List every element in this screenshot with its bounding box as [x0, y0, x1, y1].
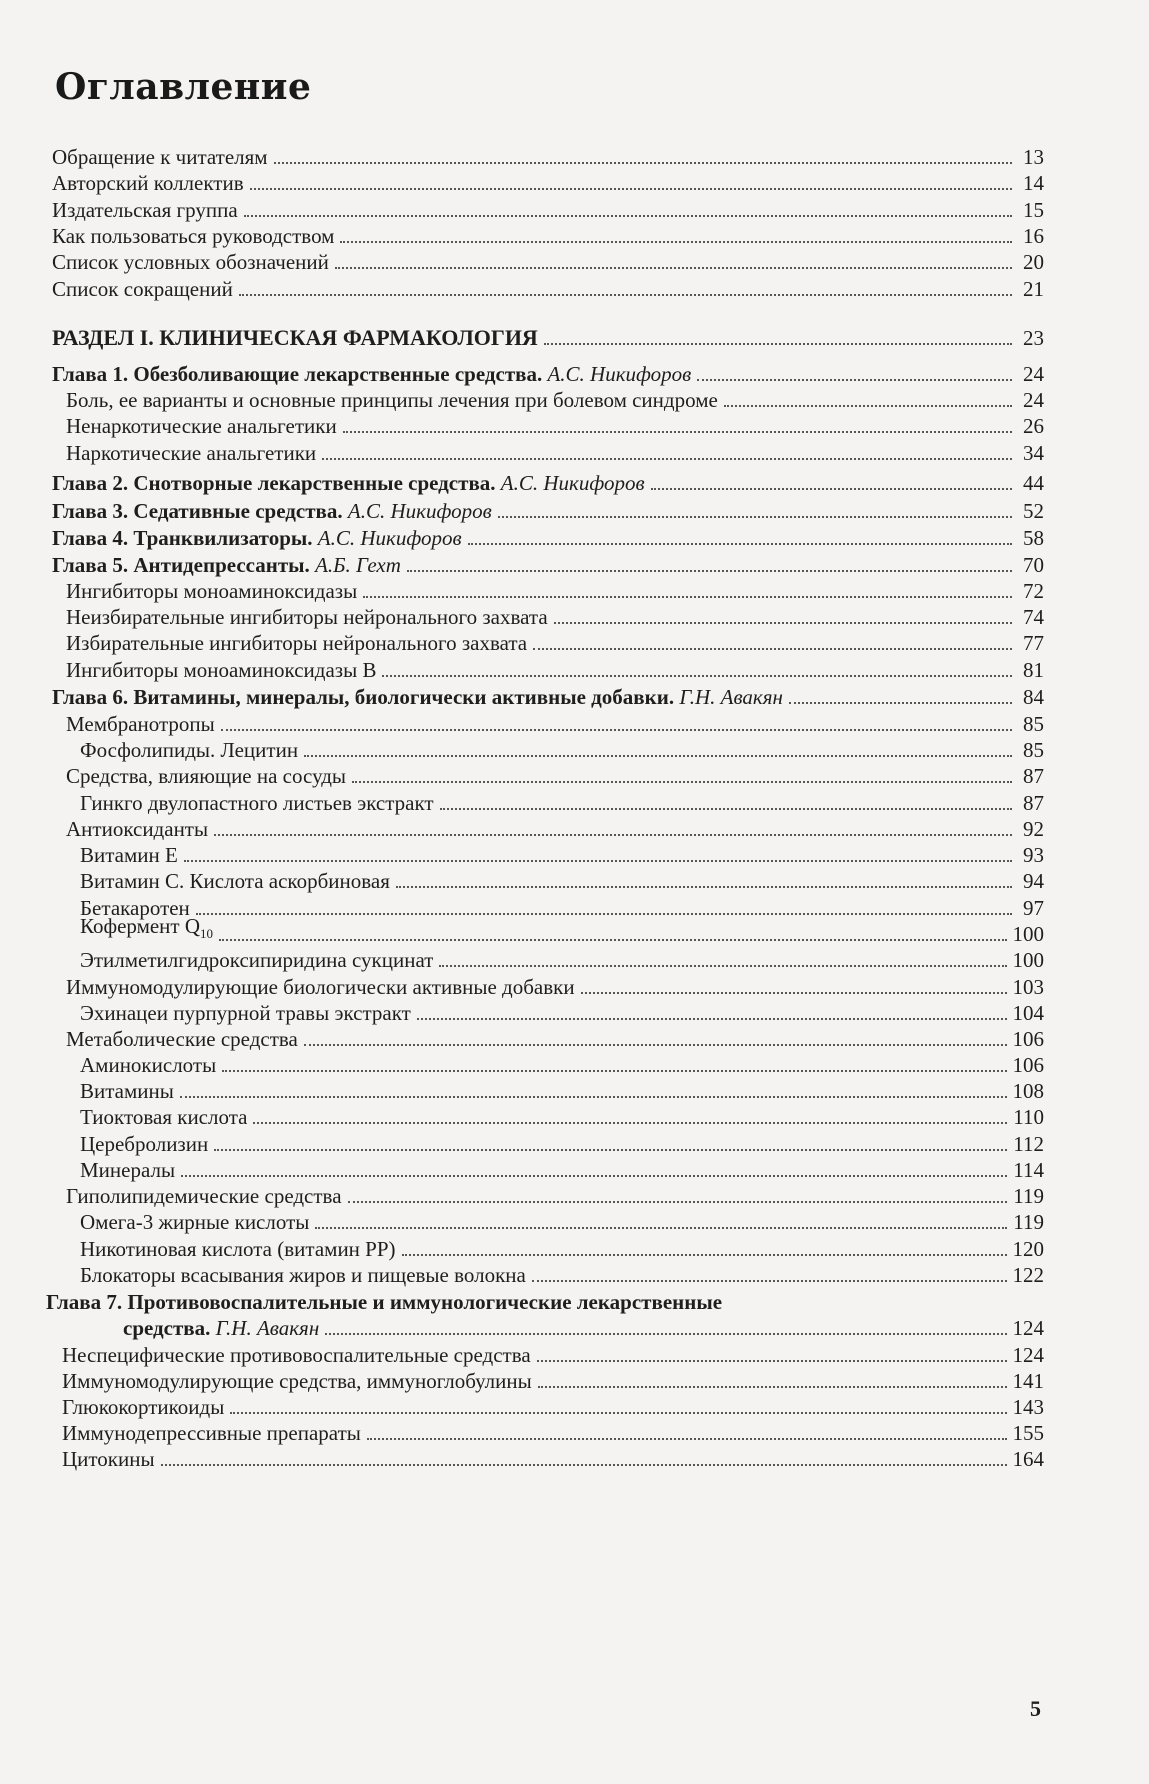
toc-entry: [66, 653, 1044, 683]
toc-entry-page: 72: [1023, 579, 1044, 603]
toc-entry-page: 164: [1012, 1447, 1044, 1471]
toc-entry-text: Церебролизин: [80, 1132, 209, 1156]
toc-leader-dots: [181, 1175, 1007, 1177]
toc-entry-text: Аминокислоты: [80, 1053, 217, 1077]
toc-entry-page: 143: [1012, 1395, 1044, 1419]
toc-entry-text: Издательская группа: [52, 198, 238, 222]
toc-entry-text: Обращение к читателям: [52, 145, 268, 169]
toc-entry-text: Фосфолипиды. Лецитин: [80, 738, 299, 762]
toc-entry-title: [52, 276, 233, 302]
toc-entry-text: Боль, ее варианты и основные принципы лечения при болевом синдроме: [66, 388, 718, 412]
toc-entry-text: Список сокращений: [52, 277, 233, 301]
toc-leader-dots: [367, 1438, 1007, 1440]
toc-entry: [80, 864, 1044, 894]
toc-entry-text: Гиполипидемические средства: [66, 1184, 342, 1208]
toc-entry-text: Эхинацеи пурпурной травы экстракт: [80, 1001, 411, 1025]
toc-entry-page: 94: [1023, 869, 1044, 893]
toc-entry: [52, 521, 1044, 551]
toc-entry-page: 21: [1023, 277, 1044, 301]
toc-entry-text: Глава 2. Снотворные лекарственные средства.: [52, 471, 496, 495]
toc-entry-text: Кофермент Q: [80, 913, 201, 938]
toc-entry-page: 92: [1023, 817, 1044, 841]
toc-entry-text: Гинкго двулопастного листьев экстракт: [80, 791, 434, 815]
toc-leader-dots: [250, 188, 1012, 190]
toc-entry-page: 108: [1012, 1079, 1044, 1103]
toc-leader-dots: [352, 781, 1012, 783]
toc-entry-text: Ненаркотические анальгетики: [66, 414, 337, 438]
toc-entry-text: Глава 1. Обезболивающие лекарственные средства.: [52, 362, 543, 386]
toc-entry-page: 52: [1023, 499, 1044, 523]
toc-entry: [52, 245, 1044, 275]
toc-entry-text: Глава 7. Противовоспалительные и иммунологические лекарственные: [46, 1290, 723, 1314]
toc-leader-dots: [161, 1464, 1007, 1466]
toc-leader-dots: [340, 241, 1012, 243]
toc-entry-author: А.С. Никифоров: [500, 471, 645, 495]
toc-entry: [52, 680, 1044, 710]
toc-leader-dots: [325, 1333, 1006, 1335]
toc-entry-title: [52, 325, 538, 351]
toc-entry-page: 87: [1023, 764, 1044, 788]
toc-entry: [80, 1258, 1044, 1288]
toc-entry-text: Витамин С. Кислота аскорбиновая: [80, 869, 390, 893]
toc-leader-dots: [407, 570, 1012, 572]
toc-entry-author: А.С. Никифоров: [347, 499, 492, 523]
toc-entry-page: 93: [1023, 843, 1044, 867]
toc-entry-text: Блокаторы всасывания жиров и пищевые волокна: [80, 1263, 526, 1287]
toc-entry-page: 14: [1023, 171, 1044, 195]
toc-entry: [66, 626, 1044, 656]
toc-entry-page: 124: [1012, 1343, 1044, 1367]
toc-leader-dots: [335, 267, 1012, 269]
toc-entry-text: Метаболические средства: [66, 1027, 298, 1051]
toc-entry-page: 23: [1023, 326, 1044, 350]
toc-entry-text: Глава 5. Антидепрессанты.: [52, 553, 310, 577]
toc-entry: [62, 1442, 1044, 1472]
toc-entry-page: 110: [1013, 1105, 1044, 1129]
toc-leader-dots: [533, 648, 1012, 650]
toc-entry-author: Г.Н. Авакян: [215, 1316, 320, 1340]
toc-entry: [52, 166, 1044, 196]
toc-entry-page: 100: [1012, 948, 1044, 972]
toc-entry: [52, 466, 1044, 496]
toc-leader-dots: [532, 1280, 1007, 1282]
toc-entry-page: 100: [1012, 922, 1044, 946]
toc-leader-dots: [363, 596, 1012, 598]
toc-entry-text: Глюкокортикоиды: [62, 1395, 225, 1419]
toc-leader-dots: [498, 516, 1012, 518]
toc-leader-dots: [214, 834, 1012, 836]
toc-leader-dots: [322, 458, 1012, 460]
toc-entry-page: 24: [1023, 362, 1044, 386]
toc-entry-page: 141: [1012, 1369, 1044, 1393]
toc-entry-text: Витамин Е: [80, 843, 178, 867]
toc-entry-page: 120: [1012, 1237, 1044, 1261]
toc-entry-title: [52, 470, 645, 496]
toc-entry-text: Глава 3. Седативные средства.: [52, 499, 343, 523]
toc-entry-page: 155: [1012, 1421, 1044, 1445]
toc-entry: [52, 321, 1044, 351]
toc-entry-text: РАЗДЕЛ I. КЛИНИЧЕСКАЯ ФАРМАКОЛОГИЯ: [52, 325, 538, 350]
toc-entry-text: Минералы: [80, 1158, 176, 1182]
toc-entry-text: Глава 6. Витамины, минералы, биологически активные добавки.: [52, 685, 675, 709]
toc-leader-dots: [439, 965, 1006, 967]
toc-entry: [52, 272, 1044, 302]
toc-leader-dots: [304, 1044, 1007, 1046]
toc-entry-page: 124: [1012, 1316, 1044, 1340]
toc-leader-dots: [417, 1018, 1007, 1020]
toc-leader-dots: [402, 1254, 1007, 1256]
toc-entry-page: 70: [1023, 553, 1044, 577]
toc-entry-page: 85: [1023, 712, 1044, 736]
toc-entry-page: 44: [1023, 471, 1044, 495]
toc-entry-page: 20: [1023, 250, 1044, 274]
toc-entry-page: 81: [1023, 658, 1044, 682]
toc-entry: [80, 1100, 1044, 1130]
toc-entry: [66, 759, 1044, 789]
toc-leader-dots: [537, 1360, 1007, 1362]
toc-leader-dots: [538, 1386, 1007, 1388]
toc-leader-dots: [304, 755, 1012, 757]
page-number: 5: [1030, 1696, 1041, 1721]
toc-entry-text: Бетакаротен: [80, 896, 190, 920]
toc-entry-subscript: 10: [200, 926, 214, 941]
toc-entry: [123, 1311, 1044, 1341]
toc-entry-text: Наркотические анальгетики: [66, 441, 317, 465]
toc-entry-text: Избирательные ингибиторы нейронального захвата: [66, 631, 528, 655]
toc-leader-dots: [244, 215, 1012, 217]
toc-entry: [80, 943, 1044, 973]
toc-entry: [80, 1205, 1044, 1235]
toc-entry-page: 87: [1023, 791, 1044, 815]
toc-leader-dots: [196, 913, 1012, 915]
toc-leader-dots: [239, 294, 1012, 296]
toc-entry-page: 106: [1012, 1027, 1044, 1051]
toc-leader-dots: [581, 992, 1007, 994]
toc-title: Оглавление: [55, 66, 312, 108]
toc-entry-text: Ингибиторы моноаминоксидазы В: [66, 658, 377, 682]
toc-leader-dots: [396, 886, 1012, 888]
toc-entry-author: Г.Н. Авакян: [679, 685, 783, 709]
toc-entry-text: Список условных обозначений: [52, 250, 329, 274]
toc-entry-text: Никотиновая кислота (витамин РР): [80, 1237, 396, 1261]
toc-entry-page: 97: [1023, 896, 1044, 920]
toc-leader-dots: [222, 1070, 1006, 1072]
toc-leader-dots: [180, 1096, 1007, 1098]
toc-leader-dots: [440, 808, 1012, 810]
toc-entry-page: 114: [1013, 1158, 1044, 1182]
toc-leader-dots: [343, 431, 1012, 433]
toc-entry-page: 77: [1023, 631, 1044, 655]
toc-entry-text: Омега-3 жирные кислоты: [80, 1210, 310, 1234]
toc-entry-text: Средства, влияющие на сосуды: [66, 764, 347, 788]
toc-entry-text: Витамины: [80, 1079, 174, 1103]
toc-entry: [66, 409, 1044, 439]
toc-leader-dots: [697, 379, 1012, 381]
toc-entry-page: 26: [1023, 414, 1044, 438]
toc-leader-dots: [554, 622, 1012, 624]
toc-entry-text: Иммуномодулирующие средства, иммуноглобулины: [62, 1369, 532, 1393]
toc-entry-page: 24: [1023, 388, 1044, 412]
toc-leader-dots: [219, 939, 1006, 941]
toc-entry-page: 13: [1023, 145, 1044, 169]
toc-entry-page: 119: [1013, 1210, 1044, 1234]
toc-entry-title: [62, 1446, 155, 1472]
toc-entry-text: Как пользоваться руководством: [52, 224, 335, 248]
toc-entry-author: А.Б. Гехт: [315, 553, 401, 577]
toc-leader-dots: [274, 162, 1012, 164]
toc-leader-dots: [184, 860, 1012, 862]
toc-entry-page: 85: [1023, 738, 1044, 762]
toc-leader-dots: [468, 543, 1012, 545]
toc-entry-text: Тиоктовая кислота: [80, 1105, 248, 1129]
toc-entry-text: Авторский коллектив: [52, 171, 244, 195]
toc-entry: [52, 494, 1044, 524]
toc-entry-text: средства.: [123, 1316, 211, 1340]
toc-entry-page: 74: [1023, 605, 1044, 629]
toc-entry-text: Иммунодепрессивные препараты: [62, 1421, 361, 1445]
toc-entry-page: 58: [1023, 526, 1044, 550]
toc-entry-text: Глава 4. Транквилизаторы.: [52, 526, 313, 550]
toc-entry-text: Цитокины: [62, 1447, 155, 1471]
toc-entry-text: Иммуномодулирующие биологически активные добавки: [66, 975, 575, 999]
toc-entry-page: 34: [1023, 441, 1044, 465]
toc-entry-page: 122: [1012, 1263, 1044, 1287]
toc-entry-page: 15: [1023, 198, 1044, 222]
toc-leader-dots: [315, 1227, 1007, 1229]
toc-entry-author: А.С. Никифоров: [547, 362, 692, 386]
toc-entry-text: Этилметилгидроксипиридина сукцинат: [80, 948, 434, 972]
toc-entry-page: 84: [1023, 685, 1044, 709]
toc-leader-dots: [724, 405, 1012, 407]
toc-entry-page: 16: [1023, 224, 1044, 248]
toc-leader-dots: [651, 488, 1012, 490]
toc-entry-title: [80, 913, 213, 947]
toc-entry-page: 106: [1012, 1053, 1044, 1077]
toc-leader-dots: [789, 702, 1012, 704]
toc-entry-page: 112: [1013, 1132, 1044, 1156]
toc-entry-text: Неспецифические противовоспалительные средства: [62, 1343, 531, 1367]
toc-entry-page: 103: [1012, 975, 1044, 999]
toc-entry: [66, 436, 1044, 466]
toc-entry-author: А.С. Никифоров: [317, 526, 462, 550]
toc-entry-text: Ингибиторы моноаминоксидазы: [66, 579, 358, 603]
toc-entry-text: Мембранотропы: [66, 712, 215, 736]
toc-entry-text: Антиоксиданты: [66, 817, 209, 841]
toc-leader-dots: [214, 1149, 1007, 1151]
toc-entry-text: Неизбирательные ингибиторы нейронального захвата: [66, 605, 548, 629]
toc-entry-title: [66, 440, 316, 466]
toc-leader-dots: [544, 343, 1012, 345]
toc-entry-page: 119: [1013, 1184, 1044, 1208]
toc-leader-dots: [348, 1201, 1008, 1203]
toc-leader-dots: [221, 729, 1012, 731]
toc-entry-page: 104: [1012, 1001, 1044, 1025]
toc-leader-dots: [382, 675, 1012, 677]
toc-leader-dots: [230, 1412, 1006, 1414]
toc-leader-dots: [253, 1122, 1007, 1124]
